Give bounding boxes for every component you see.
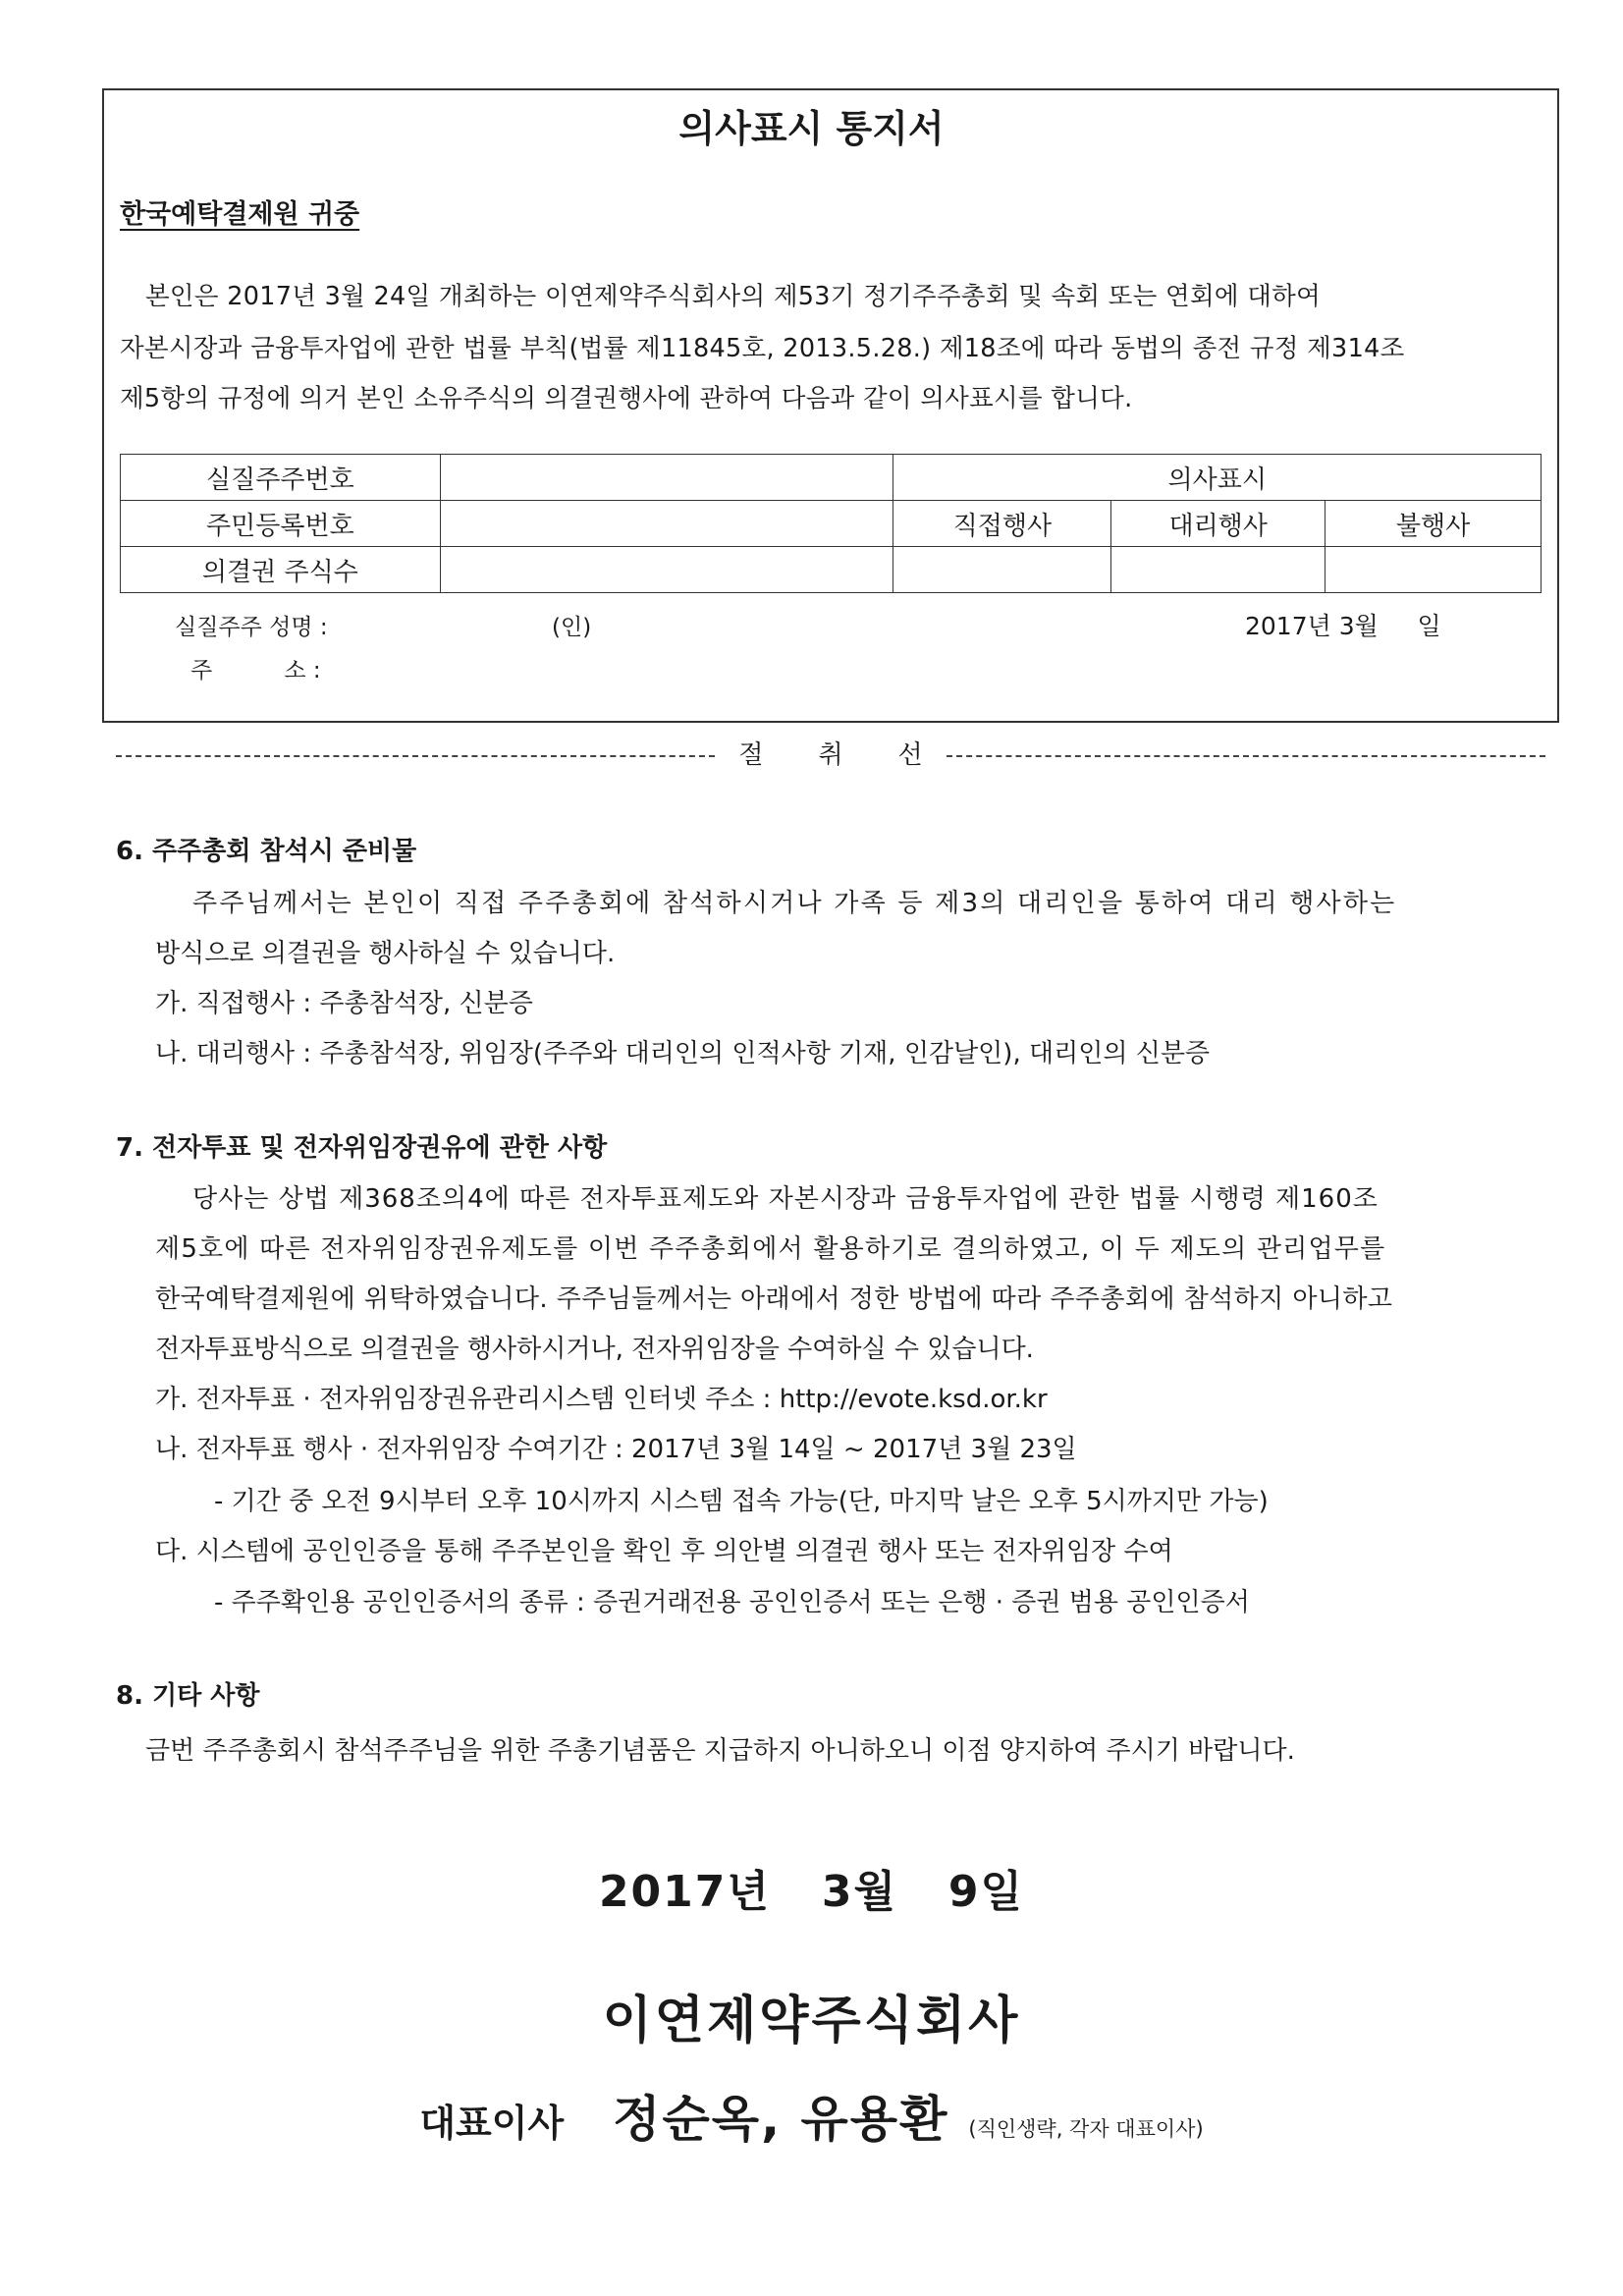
resident-number-field[interactable] — [440, 501, 893, 547]
signature-date: 2017년 3월 일 — [1245, 612, 1441, 640]
signature-address-label: 주 소 : — [190, 658, 321, 683]
section-6-heading: 6. 주주총회 참석시 준비물 — [116, 837, 417, 866]
vote-abstain-mark-cell[interactable] — [1325, 547, 1542, 593]
company-name: 이연제약주식회사 — [602, 1992, 1021, 2050]
seal-mark: (인) — [552, 615, 592, 640]
section-7-line: 전자투표방식으로 의결권을 행사하시거나, 전자위임장을 수여하실 수 있습니다. — [155, 1335, 1034, 1364]
section-8-heading: 8. 기타 사항 — [116, 1681, 260, 1711]
signature-name-label: 실질주주 성명 : — [175, 615, 328, 640]
section-6-line: 가. 직접행사 : 주총참석장, 신분증 — [155, 989, 533, 1018]
section-7-line: 제5호에 따른 전자위임장권유제도를 이번 주주총회에서 활용하기로 결의하였고, 이 두 제도의 관리업무를 — [155, 1234, 1386, 1264]
section-6-line: 나. 대리행사 : 주총참석장, 위임장(주주와 대리인의 인적사항 기재, 인감날인), 대리인의 신분증 — [155, 1039, 1211, 1068]
section-7-line: 당사는 상법 제368조의4에 따른 전자투표제도와 자본시장과 금융투자업에 관한 법률 시행령 제160조 — [192, 1184, 1379, 1214]
representative-line — [0, 2080, 1623, 2151]
cut-line-dash-right — [947, 755, 1545, 757]
intro-line: 제5항의 규정에 의거 본인 소유주식의 의결권행사에 관하여 다음과 같이 의사표시를 합니다. — [120, 384, 1133, 413]
row-label-shareholder-number: 실질주주번호 — [121, 455, 441, 501]
intro-line: 자본시장과 금융투자업에 관한 법률 부칙(법률 제11845호, 2013.5.28.) 제18조에 따라 동법의 종전 규정 제314조 — [120, 334, 1405, 363]
section-7-heading: 7. 전자투표 및 전자위임장권유에 관한 사항 — [116, 1133, 608, 1163]
section-7-line: - 기간 중 오전 9시부터 오후 10시까지 시스템 접속 가능(단, 마지막 날은 오후 5시까지만 가능) — [214, 1487, 1269, 1516]
section-7-line: 가. 전자투표 · 전자위임장권유관리시스템 인터넷 주소 : http://evote.ksd.or.kr — [155, 1385, 1048, 1414]
shareholder-number-field[interactable] — [440, 455, 893, 501]
section-6-line: 주주님께서는 본인이 직접 주주총회에 참석하시거나 가족 등 제3의 대리인을 통하여 대리 행사하는 — [192, 889, 1397, 918]
section-7-line: 나. 전자투표 행사 · 전자위임장 수여기간 : 2017년 3월 14일 ~ 2017년 3월 23일 — [155, 1435, 1077, 1464]
section-7-line: - 주주확인용 공인인증서의 종류 : 증권거래전용 공인인증서 또는 은행 · 증권 범용 공인인증서 — [214, 1588, 1250, 1617]
representative-title: 대표이사 — [419, 2102, 565, 2145]
vote-direct-mark-cell[interactable] — [893, 547, 1111, 593]
section-7-line: 다. 시스템에 공인인증을 통해 주주본인을 확인 후 의안별 의결권 행사 또는 전자위임장 수여 — [155, 1537, 1173, 1566]
vote-option-proxy: 대리행사 — [1111, 501, 1325, 547]
form-title: 의사표시 통지서 — [678, 107, 945, 150]
representative-note: (직인생략, 각자 대표이사) — [968, 2117, 1204, 2141]
vote-option-abstain: 불행사 — [1325, 501, 1542, 547]
form-addressee: 한국예탁결제원 귀중 — [120, 199, 360, 230]
share-count-field[interactable] — [440, 547, 893, 593]
section-8-line: 금번 주주총회시 참석주주님을 위한 주총기념품은 지급하지 아니하오니 이점 양지하여 주시기 바랍니다. — [145, 1736, 1295, 1766]
row-label-share-count: 의결권 주식수 — [121, 547, 441, 593]
section-7-line: 한국예탁결제원에 위탁하였습니다. 주주님들께서는 아래에서 정한 방법에 따라 주주총회에 참석하지 아니하고 — [155, 1285, 1393, 1314]
vote-header: 의사표시 — [893, 455, 1542, 501]
row-label-resident-number: 주민등록번호 — [121, 501, 441, 547]
cut-line-label: 절취선 — [738, 740, 978, 770]
intro-line: 본인은 2017년 3월 24일 개최하는 이연제약주식회사의 제53기 정기주주총회 및 속회 또는 연회에 대하여 — [145, 282, 1322, 311]
representative-names: 정순옥, 유용환 — [613, 2091, 949, 2148]
vote-option-direct: 직접행사 — [893, 501, 1111, 547]
notice-date: 2017년 3월 9일 — [598, 1867, 1025, 1917]
section-6-line: 방식으로 의결권을 행사하실 수 있습니다. — [155, 939, 616, 968]
vote-proxy-mark-cell[interactable] — [1111, 547, 1325, 593]
cut-line — [116, 735, 1545, 771]
vote-intention-table — [120, 454, 1542, 593]
cut-line-dash-left — [116, 755, 715, 757]
